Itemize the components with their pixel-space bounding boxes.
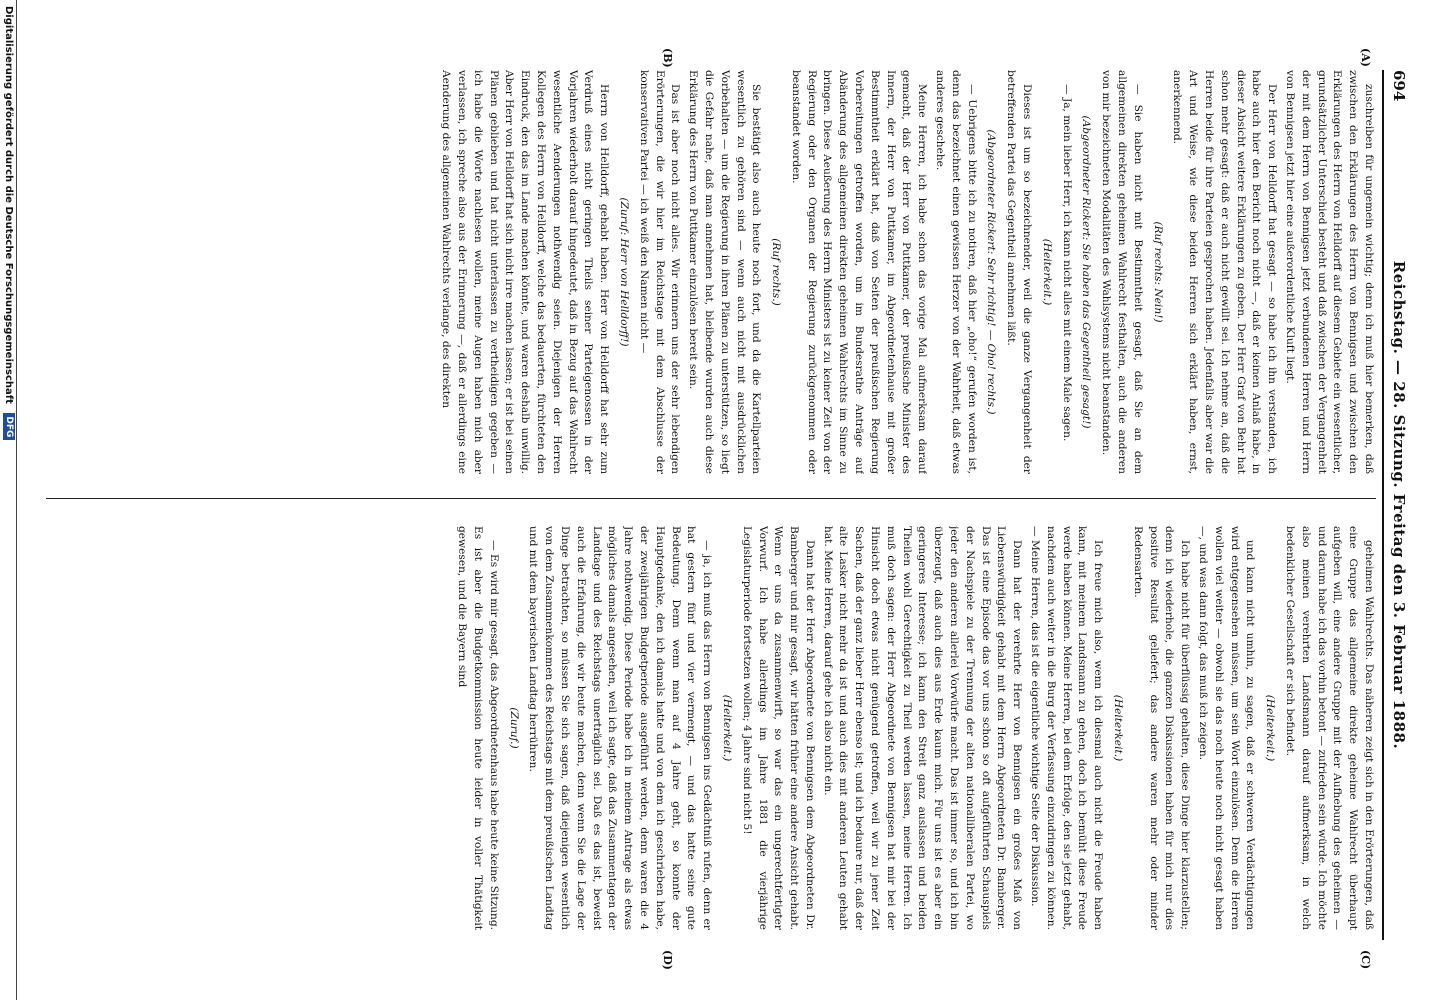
page-title: Reichstag. — 28. Sitzung. Freitag den 3. Februar 1888. [1390, 260, 1408, 750]
margin-marker-d: (D) [661, 950, 674, 970]
paragraph: — Ja, mein lieber Herr, ich kann nicht alles mit einem Male sagen. [1060, 84, 1073, 442]
paragraph: zuschreiben für ungemein wichtig; denn ich muß hier bemerken, daß zwischen den Erklärungen des Herrn von Bennigsen und zwischen den Erklärungen des Herrn von Helldorff auf diesem Gebiete ein wesentlicher, grundsätzlicher Unterschied besteht und daß zwischen der Vergangenheit der mit dem Herrn von Bennigsen jetzt verbundenen Herren und Herrn von Bennigsen jetzt hier eine außerordentliche Kluft liegt. [1284, 70, 1375, 474]
paragraph: — ja, ich muß das Herrn von Bennigsen ins Gedächtniß rufen, denn er hat gestern fünf und vier vermengt, — und das hatte seine gute Bedeutung. Denn wenn man auf 4 Jahre geht, so konnte der Hauptgedanke, den ich damals hatte und von dem ich geschrieben habe, der zweijährigen Budgetperiode ausgeführt werden, denn waren die 4 Jahre nothwendig. Diese Periode habe ich in meinem Antrage als etwas mögliches damals angesehen, weil ich sagte, daß das Zusammentagen der Landtage und des Reichstags unerträglich sei. Daß es das ist, beweist auch die Erfahrung, die wir heute machen, denn wenn Sie die Lage der Dinge betrachten, so müssen Sie sich sagen, daß diejenigen wesentlich von dem Zusammenkommen des Reichstags mit dem preußischen Landtag und mit dem bayerischen Landtag herrühren. [527, 526, 714, 930]
paragraph: geheimen Wahlrechts. Das näheren zeigt sich in den Erörterungen, daß eine Gruppe das allgemeine direkte geheime Wahlrecht überhaupt aufgeben will, eine andere Gruppe mit der Aufhebung des geheimen — und darum habe ich das vorhin betont — zufrieden sein würde. Ich möchte also meinen verehrten Landsmann darauf aufmerksam, in welch bedenklicher Gesellschaft er sich befindet. [1284, 526, 1375, 930]
paragraph: und kann nicht umhin, zu sagen, daß er schweren Verdächtigungen wird entgegensehen müssen, um sein Wort einzulösen. Denn die Herren wollen viel weiter — obwohl sie das noch heute noch nicht gesagt haben —, und was dann folgt, das muß ich zeigen. [1197, 526, 1257, 930]
footer-text: Digitalisierung gefördert durch die Deutsche Forschungsgemeinschaft [3, 6, 14, 404]
paragraph: Dann hat der Herr Abgeordnete von Bennigsen dem Abgeordneten Dr. Bamberger und mir gesagt, wir hätten früher eine andere Ansicht gehabt. Wenn er uns da zusammenwirft, so war das ein ungerechtfertigter Vorwurf. Ich habe allerdings im Jahre 1881 die vierjährige Legislaturperiode fortsetzen wollen; 4 Jahre sind nicht 5! [740, 526, 816, 930]
paragraph: (Heiterkeit.) [1040, 238, 1053, 306]
paragraph: Herrn von Helldorff, gehabt haben. Herr von Helldorff hat sehr zum Verdruß eines nicht geringen Theils seiner Parteigenossen in der Vorjahren wiederholt darauf hingedeutet, daß in Bezug auf das Wahlrecht wesentliche Aenderungen nothwendig seien. Diejenigen der Herren Kollegen des Herrn von Helldorff, welche das bedauerten, fürchteten den Eindruck, den das im Lande machen könnte, und waren deshalb unwillig. Aber Herr von Helldorff hat sich nicht irre machen lassen; er ist bei seinen Plänen geblieben und hat nicht unterlassen zu vertheidigen gegeben — ich habe die Worte nachlesen wollen, meine Augen haben mich aber verlassen, ich spreche also aus der Erinnerung —, daß er allerdings eine Aenderung des allgemeinen Wahlrechts verlange, des direkten [440, 70, 611, 474]
paragraph: Sie bestätigt also auch heute noch fort, und da die Kartellparteien wesentlich zu gehören sind — wenn auch nicht mit ausdrücklichen Vorbehalten — um die Regierung in ihren Plänen zu unterstützen, so liegt die Gefahr nahe, daß man annehmen hat, bleibende wurden auch diese Erklärung des Herrn von Puttkamer einzulösen bereit sein. [687, 70, 763, 474]
paragraph: Ich habe nicht für überflüssig gehalten, diese Dinge hier klarzustellen; denn ich wiederhole, die ganzen Diskussionen haben für mich nur dies positive Resultat geliefert; das andere waren mehr oder minder Redensarten. [1131, 526, 1192, 930]
paragraph: Der Herr von Helldorff hat gesagt — so habe ich ihn verstanden, ich habe auch hier den Bericht noch nicht —, daß er keinen Anlaß habe, in dieser Absicht weitere Erklärungen zu geben. Der Herr Graf von Behr hat schon mehr gesagt: daß er auch nicht gewillt sei. Ich nehme an, daß die Herren beide für ihre Parteien gesprochen haben. Jedenfalls aber war die Art und Weise, wie diese beiden Herren sich erklärt haben, ernst, anerkennend. [1171, 70, 1279, 474]
text-column-right [46, 526, 1376, 930]
paragraph: Meine Herren, ich habe schon das vorige Mal aufmerksam darauf gemacht, daß der Herr von Puttkamer, der preußische Minister des Innern, der Herr von Puttkamer, im Abgeordnetenhause mit großer Bestimmtheit erklärt hat, daß von Seiten der preußischen Regierung Vorbereitungen getroffen worden, um im Bundesrathe Anträge auf Abänderung des allgemeinen direkten geheimen Wahlrechts im Sinne zu bringen. Diese Aeußerung des Herrn Ministers ist zu keiner Zeit von der Regierung oder den Organen der Regierung zurückgenommen oder beanstandet worden. [789, 70, 929, 474]
header-rule [1382, 70, 1384, 940]
margin-marker-a: (A) [1359, 48, 1372, 67]
paragraph: (Ruf rechts: Nein!) [1151, 221, 1164, 323]
column-divider [46, 498, 1376, 499]
paragraph: (Zuruf.) [507, 707, 520, 749]
paragraph: (Ruf rechts.) [770, 238, 783, 306]
paragraph: (Zuruf: Herr von Helldorff!) [617, 197, 630, 347]
text-column-left [46, 70, 1376, 474]
paragraph: (Heiterkeit.) [1264, 694, 1277, 762]
paragraph: (Heiterkeit.) [1112, 694, 1125, 762]
paragraph: — Sie haben nicht mit Bestimmtheit gesagt, daß Sie an dem allgemeinen direkten geheimen Wahlrecht festhalten, auch die anderen von mir bezeichneten Modalitäten des Wahlsystems nicht beanstanden. [1100, 70, 1144, 474]
paragraph: Das ist aber noch nicht alles. Wir erinnern uns der sehr lebendigen Erörterungen, die wir hier im Reichstage mit dem Abschlusse der konservativen Partei — ich weiß den Namen nicht — [637, 70, 682, 474]
paragraph: (Abgeordneter Rickert: Sie haben das Gegentheil gesagt!) [1080, 115, 1093, 429]
paragraph: (Heiterkeit.) [720, 694, 733, 762]
paragraph: Dieses ist um so bezeichnender, weil die ganze Vergangenheit der betreffenden Partei das Gegentheil annehmen läßt. [1005, 70, 1034, 474]
page-header [1386, 70, 1408, 940]
paragraph: Dann hat der verehrte Herr von Bennigsen ein großes Maß von Liebenswürdigkeit gehabt mit dem Herrn Abgeordneten Dr. Bamberger. Das ist eine Episode das vor uns schon so oft aufgeführten Schauspiels der Nachspiele zu der Trennung der alten nationalliberalen Partei, wo jeder den anderen allerlei Vorwürfe macht. Das ist immer so, und ich bin überzeugt, daß auch dies aus Erde kaum mich. Für uns ist es aber ein geringeres Interesse; ich kann den Streit ganz auslassen und beiden Theilen wohl Gerechtigkeit zu Theil werden lassen, meine Herren. Ich muß doch sagen: der Herr Abgeordnete von Bennigsen hat mir bei der Hinsicht doch etwas nicht genügend getroffen, weil wir zu jener Zeit Sachen, daß der ganz lieber Herr ebenso ist; und ich bedaure nur, daß der alte Lasker nicht mehr da ist und auch dies mit anderen Leuten gehabt hat. Meine Herren, darauf gehe ich also nicht ein. [821, 526, 1024, 930]
paragraph: — Es wird mir gesagt, das Abgeordnetenhaus habe heute keine Sitzung. Es ist aber die Budgetkommission heute leider in voller Thätigkeit gewesen, und die Bayern sind [456, 526, 500, 930]
page-number: 694 [1390, 70, 1408, 102]
paragraph: Ich freue mich also, wenn ich diesmal auch nicht die Freude haben kann, mit meinem Landsmann zu gehen, doch ich bemüht diese Freude werde haben können. Meine Herren, bei dem Erfolge, den sie jetzt gehabt, nachdem auch weiter in die Burg der Verfassung einzudringen zu können. — Meine Herren, das ist die eigentliche wichtige Seite der Diskussion. [1029, 526, 1105, 930]
margin-marker-b: (B) [661, 48, 674, 68]
paragraph: (Abgeordneter Rickert: Sehr richtig! — Oho! rechts.) [985, 129, 998, 415]
margin-marker-c: (C) [1359, 950, 1372, 970]
paragraph: — Uebrigens bitte ich zu notiren, daß hier „oho!“ gerufen worden ist, denn das bezeichnet einen gewissen Herzer von der Wahrheit, daß etwas anderes geschehe. [934, 70, 978, 474]
digitization-footer [0, 0, 17, 1000]
dfg-logo: DFG [3, 413, 15, 440]
